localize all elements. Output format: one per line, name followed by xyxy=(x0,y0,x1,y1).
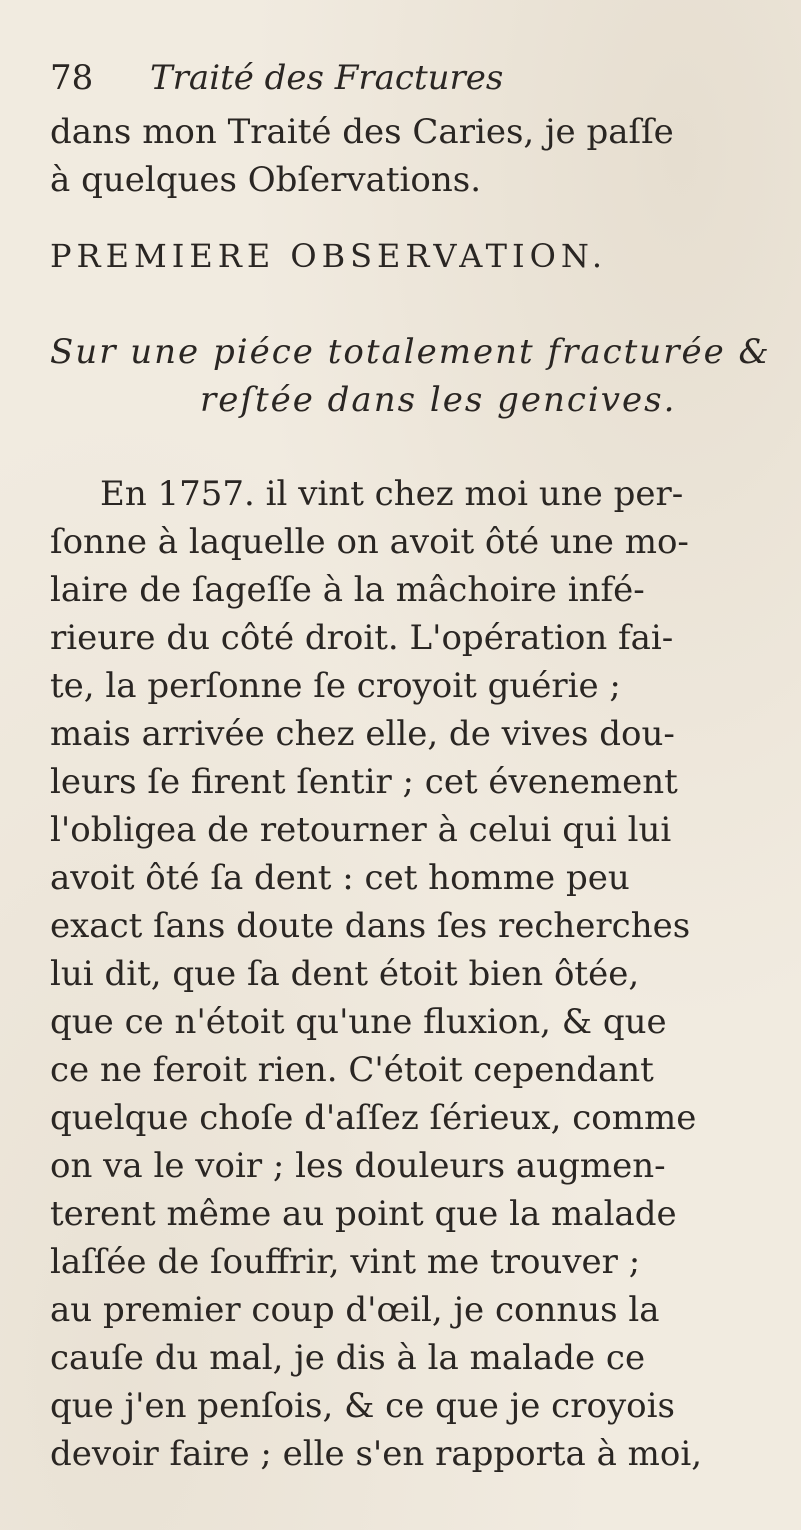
body-line: laſſée de ſouffrir, vint me trouver ; xyxy=(50,1242,641,1282)
body-line: que j'en penſois, & ce que je croyois xyxy=(50,1386,675,1426)
body-line: En 1757. il vint chez moi une per- xyxy=(100,474,684,514)
body-line: leurs ſe firent ſentir ; cet évenement xyxy=(50,762,678,802)
body-line: rieure du côté droit. L'opération fai- xyxy=(50,618,674,658)
observation-heading: PREMIERE OBSERVATION. xyxy=(50,237,607,275)
running-title: Traité des Fractures xyxy=(150,58,504,98)
body-line: laire de ſageſſe à la mâchoire infé- xyxy=(50,570,645,610)
subtitle-line: Sur une piéce totalement fracturée & xyxy=(50,332,771,372)
body-line: on va le voir ; les douleurs augmen- xyxy=(50,1146,666,1186)
body-line: avoit ôté ſa dent : cet homme peu xyxy=(50,858,630,898)
intro-line: à quelques Obſervations. xyxy=(50,160,482,200)
body-line: cauſe du mal, je dis à la malade ce xyxy=(50,1338,646,1378)
intro-paragraph xyxy=(50,108,761,204)
observation-body xyxy=(50,470,761,1478)
body-line: te, la perſonne ſe croyoit guérie ; xyxy=(50,666,621,706)
body-line: l'obligea de retourner à celui qui lui xyxy=(50,810,672,850)
body-line: mais arrivée chez elle, de vives dou- xyxy=(50,714,675,754)
body-line: au premier coup d'œil, je connus la xyxy=(50,1290,660,1330)
observation-subtitle xyxy=(50,328,771,424)
body-line: devoir faire ; elle s'en rapporta à moi, xyxy=(50,1434,703,1474)
body-line: lui dit, que ſa dent étoit bien ôtée, xyxy=(50,954,640,994)
body-line: ſonne à laquelle on avoit ôté une mo- xyxy=(50,522,689,562)
body-line: exact ſans doute dans ſes recherches xyxy=(50,906,691,946)
intro-line: dans mon Traité des Caries, je paſſe xyxy=(50,112,674,152)
body-line: que ce n'étoit qu'une fluxion, & que xyxy=(50,1002,667,1042)
body-line: ce ne feroit rien. C'étoit cependant xyxy=(50,1050,654,1090)
running-head xyxy=(50,58,761,98)
body-line: terent même au point que la malade xyxy=(50,1194,677,1234)
body-line: quelque choſe d'aſſez ſérieux, comme xyxy=(50,1098,697,1138)
page-number: 78 xyxy=(50,58,94,98)
subtitle-line: reſtée dans les gencives. xyxy=(200,380,677,420)
